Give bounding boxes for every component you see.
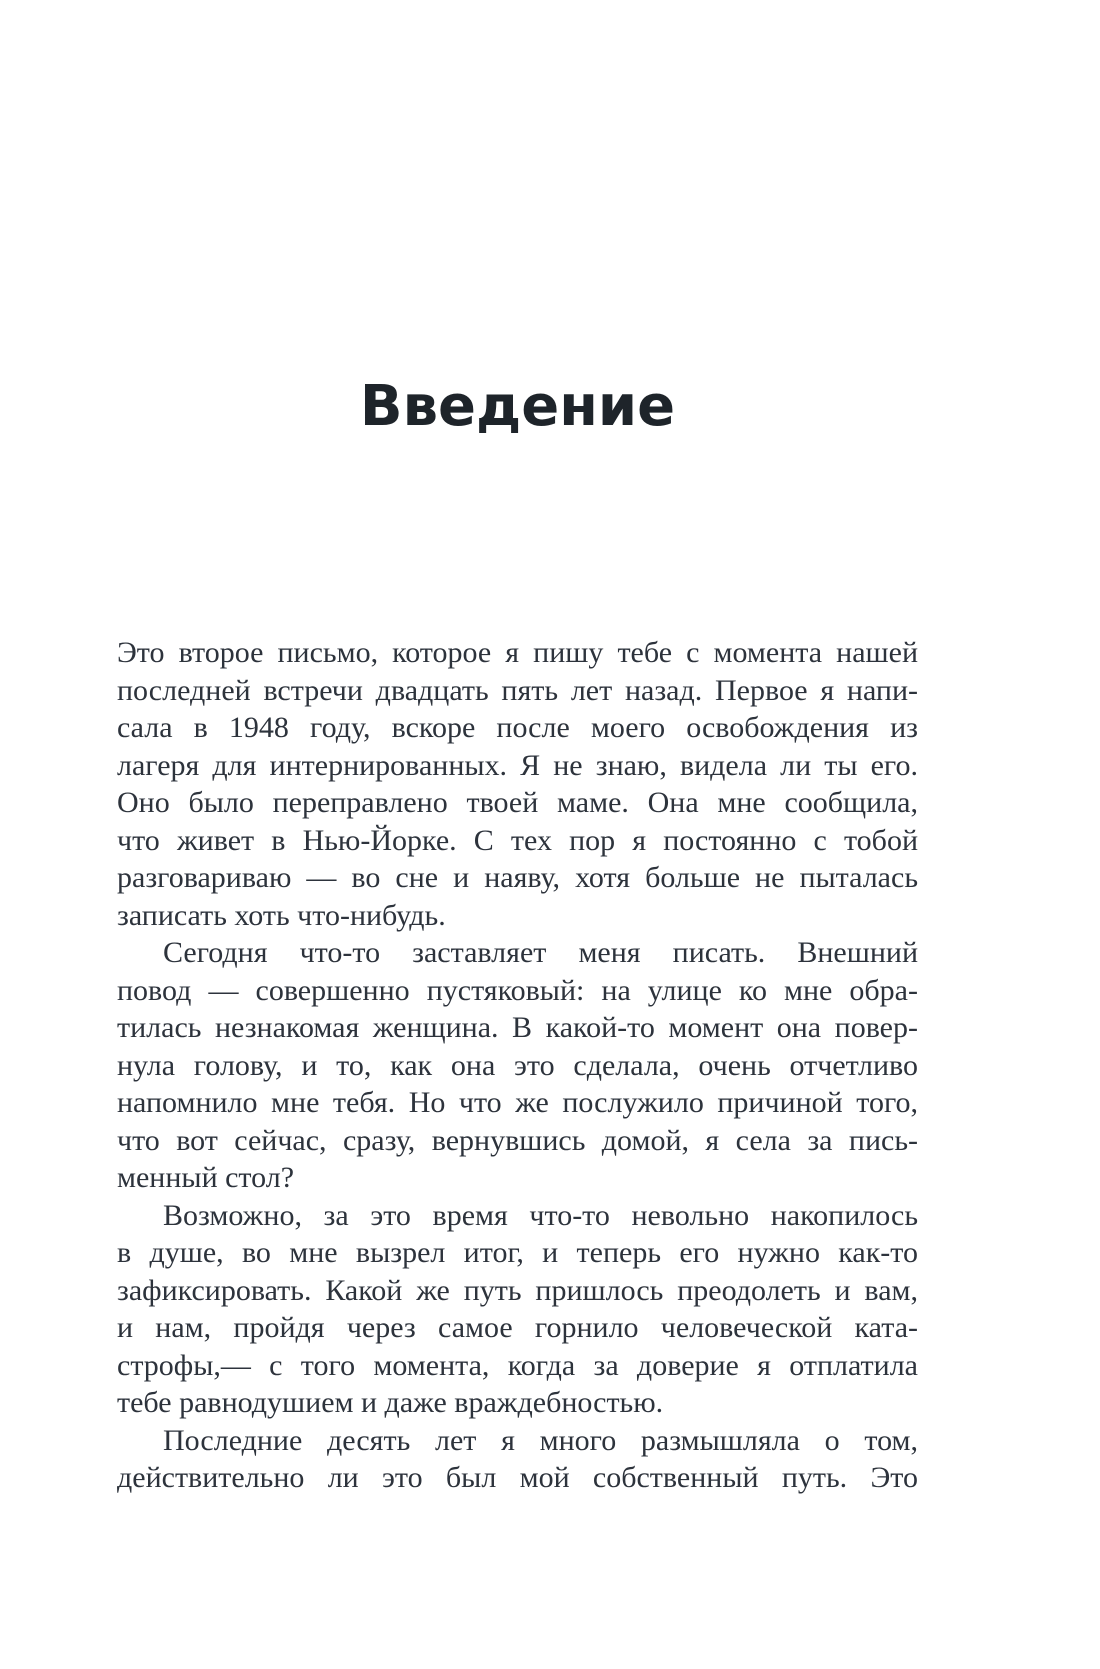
text-line: в душе, во мне вызрел итог, и теперь его нужно как-то xyxy=(117,1236,918,1269)
text-line: и нам, пройдя через самое горнило человеческой ката- xyxy=(117,1311,918,1344)
text-line: Возможно, за это время что-то невольно накопилось xyxy=(163,1198,918,1232)
text-line: лагеря для интернированных. Я не знаю, видела ли ты его. xyxy=(117,748,918,782)
text-line: Сегодня что-то заставляет меня писать. Внешний xyxy=(163,936,918,969)
text-line: Оно было переправлено твоей маме. Она мне сообщила, xyxy=(117,786,918,819)
text-line: тебе равнодушием и даже враждебностью. xyxy=(117,1386,664,1419)
text-line: последней встречи двадцать пять лет назад. Первое я напи- xyxy=(117,673,918,707)
text-line: записать хоть что-нибудь. xyxy=(117,898,446,932)
text-line: нула голову, и то, как она это сделала, очень отчетливо xyxy=(117,1048,918,1082)
text-line: действительно ли это был мой собственный путь. Это xyxy=(117,1461,918,1494)
text-line: разговариваю — во сне и наяву, хотя больше не пыталась xyxy=(117,861,918,894)
text-line: что живет в Нью-Йорке. С тех пор я постоянно с тобой xyxy=(117,823,918,857)
text-line: строфы,— с того момента, когда за доверие я отплатила xyxy=(117,1348,918,1382)
text-line: Последние десять лет я много размышляла о том, xyxy=(163,1423,918,1457)
text-line: повод — совершенно пустяковый: на улице ко мне обра- xyxy=(117,973,918,1007)
text-line: сала в 1948 году, вскоре после моего освобождения из xyxy=(117,711,918,744)
text-line: тилась незнакомая женщина. В какой-то момент она повер- xyxy=(117,1011,918,1044)
chapter-body xyxy=(117,634,918,1497)
text-line: зафиксировать. Какой же путь пришлось преодолеть и вам, xyxy=(117,1273,918,1307)
text-line: Это второе письмо, которое я пишу тебе с момента нашей xyxy=(117,636,918,669)
text-line: менный стол? xyxy=(117,1161,295,1194)
chapter-title: Введение xyxy=(359,374,676,439)
text-line: что вот сейчас, сразу, вернувшись домой, я села за пись- xyxy=(117,1123,918,1157)
text-line: напомнило мне тебя. Но что же послужило причиной того, xyxy=(117,1086,918,1119)
